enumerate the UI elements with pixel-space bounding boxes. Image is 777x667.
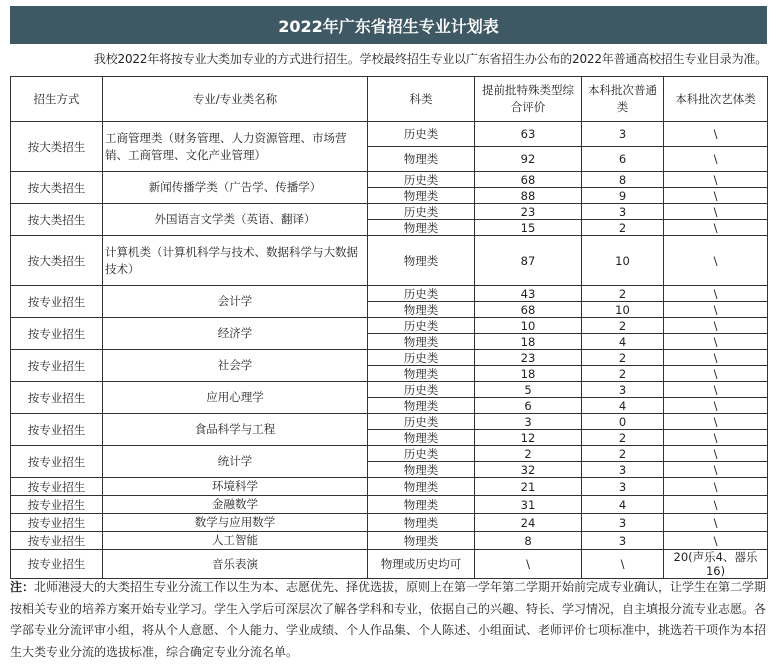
cell-early-batch: 15 — [475, 220, 582, 236]
cell-method: 按大类招生 — [11, 236, 103, 286]
table-row — [11, 550, 768, 579]
cell-early-batch: 68 — [475, 302, 582, 318]
cell-subject: 历史类 — [368, 204, 475, 220]
cell-regular-batch: 2 — [582, 286, 664, 302]
cell-major: 应用心理学 — [103, 382, 368, 414]
cell-arts-batch: \ — [664, 147, 768, 172]
table-body — [11, 122, 768, 579]
header-method: 招生方式 — [11, 77, 103, 122]
cell-arts-batch: \ — [664, 366, 768, 382]
cell-regular-batch: 2 — [582, 350, 664, 366]
cell-arts-batch: \ — [664, 462, 768, 478]
table-row — [11, 446, 768, 462]
cell-subject: 历史类 — [368, 414, 475, 430]
cell-major: 食品科学与工程 — [103, 414, 368, 446]
table-header-row — [11, 77, 768, 122]
header-subject: 科类 — [368, 77, 475, 122]
cell-method: 按专业招生 — [11, 446, 103, 478]
cell-early-batch: 3 — [475, 414, 582, 430]
cell-early-batch: 87 — [475, 236, 582, 286]
cell-regular-batch: 2 — [582, 220, 664, 236]
cell-arts-batch: \ — [664, 286, 768, 302]
cell-subject: 物理类 — [368, 236, 475, 286]
cell-regular-batch: 4 — [582, 398, 664, 414]
cell-method: 按专业招生 — [11, 514, 103, 532]
cell-arts-batch: \ — [664, 188, 768, 204]
cell-early-batch: 10 — [475, 318, 582, 334]
cell-early-batch: 92 — [475, 147, 582, 172]
intro-text: 我校2022年将按专业大类加专业的方式进行招生。学校最终招生专业以广东省招生办公布的2022年普通高校招生专业目录为准。 — [93, 52, 767, 66]
cell-major: 会计学 — [103, 286, 368, 318]
cell-subject: 物理或历史均可 — [368, 550, 475, 579]
cell-arts-batch: \ — [664, 532, 768, 550]
cell-arts-batch: \ — [664, 204, 768, 220]
cell-regular-batch: 3 — [582, 532, 664, 550]
cell-regular-batch: 2 — [582, 366, 664, 382]
cell-regular-batch: 3 — [582, 462, 664, 478]
cell-regular-batch: 2 — [582, 318, 664, 334]
cell-major: 新闻传播学类（广告学、传播学） — [103, 172, 368, 204]
cell-method: 按专业招生 — [11, 532, 103, 550]
cell-early-batch: 43 — [475, 286, 582, 302]
cell-subject: 历史类 — [368, 122, 475, 147]
footnote-text: 北师港浸大的大类招生专业分流工作以生为本、志愿优先、择优选拔，原则上在第一学年第二学期开始前完成专业确认，让学生在第二学期按相关专业的培养方案开始专业学习。学生入学后可深层次了解各学科和专业，依据自己的兴趣、特长、学习情况，自主填报分流专业志愿。各学部专业分流评审小组，将从个人意愿、个人能力、学业成绩、个人作品集、个人陈述、小组面试、老师评价七项标准中，挑选若干项作为本招生大类专业分流的选拔标准，综合确定专业分流名单。 — [10, 580, 767, 659]
cell-major: 统计学 — [103, 446, 368, 478]
table-row — [11, 286, 768, 302]
cell-early-batch: 21 — [475, 478, 582, 496]
cell-regular-batch: 3 — [582, 122, 664, 147]
admission-plan-table — [10, 76, 768, 579]
cell-major: 环境科学 — [103, 478, 368, 496]
cell-early-batch: 18 — [475, 366, 582, 382]
cell-major: 社会学 — [103, 350, 368, 382]
cell-regular-batch: 6 — [582, 147, 664, 172]
cell-regular-batch: 3 — [582, 478, 664, 496]
cell-arts-batch: \ — [664, 398, 768, 414]
cell-subject: 物理类 — [368, 532, 475, 550]
cell-subject: 物理类 — [368, 430, 475, 446]
cell-early-batch: 24 — [475, 514, 582, 532]
header-regular-batch: 本科批次普通类 — [582, 77, 664, 122]
cell-early-batch: 12 — [475, 430, 582, 446]
cell-subject: 历史类 — [368, 172, 475, 188]
cell-early-batch: 32 — [475, 462, 582, 478]
cell-method: 按大类招生 — [11, 172, 103, 204]
cell-regular-batch: \ — [582, 550, 664, 579]
cell-arts-batch: \ — [664, 496, 768, 514]
table-row — [11, 122, 768, 147]
cell-method: 按专业招生 — [11, 350, 103, 382]
cell-early-batch: 68 — [475, 172, 582, 188]
cell-regular-batch: 3 — [582, 514, 664, 532]
cell-major: 音乐表演 — [103, 550, 368, 579]
cell-regular-batch: 9 — [582, 188, 664, 204]
cell-method: 按专业招生 — [11, 286, 103, 318]
footnote — [10, 577, 767, 663]
cell-regular-batch: 2 — [582, 446, 664, 462]
cell-arts-batch: \ — [664, 172, 768, 188]
table-row — [11, 318, 768, 334]
cell-subject: 历史类 — [368, 318, 475, 334]
cell-arts-batch: \ — [664, 122, 768, 147]
cell-regular-batch: 3 — [582, 204, 664, 220]
cell-major: 工商管理类（财务管理、人力资源管理、市场营销、工商管理、文化产业管理） — [103, 122, 368, 172]
table-row — [11, 204, 768, 220]
cell-early-batch: 2 — [475, 446, 582, 462]
cell-regular-batch: 8 — [582, 172, 664, 188]
cell-subject: 历史类 — [368, 350, 475, 366]
table-row — [11, 478, 768, 496]
page-title: 2022年广东省招生专业计划表 — [10, 6, 767, 44]
cell-method: 按大类招生 — [11, 122, 103, 172]
table-row — [11, 514, 768, 532]
cell-major: 金融数学 — [103, 496, 368, 514]
footnote-lead: 注： — [10, 580, 35, 594]
cell-arts-batch: \ — [664, 318, 768, 334]
cell-regular-batch: 10 — [582, 302, 664, 318]
cell-early-batch: 5 — [475, 382, 582, 398]
cell-early-batch: 23 — [475, 204, 582, 220]
cell-regular-batch: 10 — [582, 236, 664, 286]
cell-arts-batch: \ — [664, 382, 768, 398]
table-row — [11, 496, 768, 514]
cell-major: 数学与应用数学 — [103, 514, 368, 532]
header-major: 专业/专业类名称 — [103, 77, 368, 122]
cell-regular-batch: 4 — [582, 496, 664, 514]
cell-subject: 物理类 — [368, 188, 475, 204]
cell-arts-batch: \ — [664, 236, 768, 286]
table-row — [11, 350, 768, 366]
table-row — [11, 172, 768, 188]
cell-early-batch: 88 — [475, 188, 582, 204]
cell-arts-batch: \ — [664, 430, 768, 446]
cell-regular-batch: 2 — [582, 430, 664, 446]
cell-subject: 物理类 — [368, 462, 475, 478]
cell-major: 经济学 — [103, 318, 368, 350]
cell-subject: 物理类 — [368, 147, 475, 172]
cell-early-batch: 6 — [475, 398, 582, 414]
cell-early-batch: 8 — [475, 532, 582, 550]
cell-method: 按专业招生 — [11, 414, 103, 446]
cell-subject: 物理类 — [368, 334, 475, 350]
table-row — [11, 236, 768, 286]
cell-subject: 历史类 — [368, 286, 475, 302]
cell-arts-batch: \ — [664, 446, 768, 462]
table-row — [11, 414, 768, 430]
cell-subject: 物理类 — [368, 302, 475, 318]
header-arts-batch: 本科批次艺体类 — [664, 77, 768, 122]
cell-early-batch: 23 — [475, 350, 582, 366]
table-row — [11, 382, 768, 398]
cell-subject: 历史类 — [368, 446, 475, 462]
cell-subject: 物理类 — [368, 514, 475, 532]
cell-arts-batch: 20(声乐4、器乐16) — [664, 550, 768, 579]
cell-subject: 物理类 — [368, 496, 475, 514]
cell-major: 人工智能 — [103, 532, 368, 550]
cell-early-batch: 18 — [475, 334, 582, 350]
table-row — [11, 532, 768, 550]
cell-method: 按大类招生 — [11, 204, 103, 236]
cell-major: 外国语言文学类（英语、翻译） — [103, 204, 368, 236]
cell-arts-batch: \ — [664, 414, 768, 430]
cell-arts-batch: \ — [664, 220, 768, 236]
cell-major: 计算机类（计算机科学与技术、数据科学与大数据技术） — [103, 236, 368, 286]
cell-regular-batch: 4 — [582, 334, 664, 350]
cell-subject: 物理类 — [368, 220, 475, 236]
cell-regular-batch: 3 — [582, 382, 664, 398]
cell-arts-batch: \ — [664, 334, 768, 350]
cell-method: 按专业招生 — [11, 496, 103, 514]
cell-early-batch: 63 — [475, 122, 582, 147]
cell-early-batch: 31 — [475, 496, 582, 514]
cell-arts-batch: \ — [664, 350, 768, 366]
cell-subject: 历史类 — [368, 382, 475, 398]
cell-subject: 物理类 — [368, 478, 475, 496]
cell-regular-batch: 0 — [582, 414, 664, 430]
cell-arts-batch: \ — [664, 514, 768, 532]
cell-method: 按专业招生 — [11, 318, 103, 350]
cell-early-batch: \ — [475, 550, 582, 579]
header-early-batch: 提前批特殊类型综合评价 — [475, 77, 582, 122]
cell-method: 按专业招生 — [11, 478, 103, 496]
cell-subject: 物理类 — [368, 398, 475, 414]
cell-arts-batch: \ — [664, 478, 768, 496]
cell-arts-batch: \ — [664, 302, 768, 318]
cell-method: 按专业招生 — [11, 382, 103, 414]
cell-method: 按专业招生 — [11, 550, 103, 579]
cell-subject: 物理类 — [368, 366, 475, 382]
